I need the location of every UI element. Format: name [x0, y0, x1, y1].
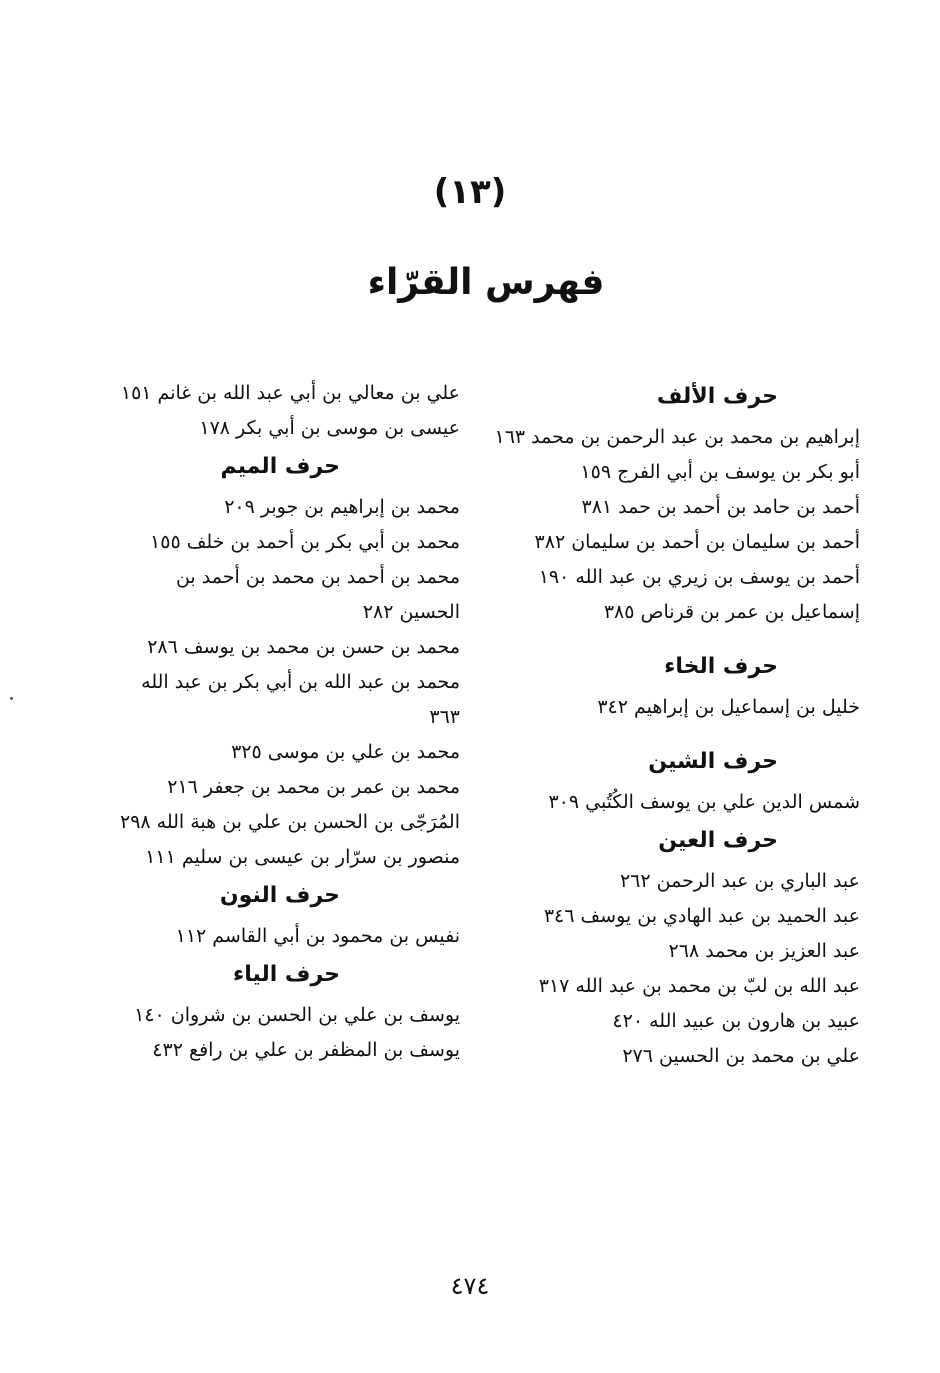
index-entry: محمد بن عبد الله بن أبي بكر بن عبد الله ٣٦٣: [141, 671, 460, 728]
index-entry: أحمد بن يوسف بن زيري بن عبد الله ١٩٠: [538, 566, 860, 588]
index-entry: أحمد بن سليمان بن أحمد بن سليمان ٣٨٢: [534, 531, 860, 553]
index-entry: يوسف بن المظفر بن علي بن رافع ٤٣٢: [152, 1039, 460, 1061]
index-entry: محمد بن أبي بكر بن أحمد بن خلف ١٥٥: [150, 531, 460, 553]
index-entry: خليل بن إسماعيل بن إبراهيم ٣٤٢: [597, 696, 860, 718]
index-entry: إبراهيم بن محمد بن عبد الرحمن بن محمد ١٦٣: [494, 426, 860, 448]
index-entry: إسماعيل بن عمر بن قرناص ٣٨٥: [603, 601, 860, 623]
margin-dot: [10, 697, 13, 700]
page-number: ٤٧٤: [450, 1272, 490, 1300]
index-entry: عبد الحميد بن عبد الهادي بن يوسف ٣٤٦: [543, 905, 860, 927]
section-heading: حرف الميم: [220, 454, 340, 479]
index-entry: عبد العزيز بن محمد ٢٦٨: [668, 940, 860, 962]
index-entry: أحمد بن حامد بن أحمد بن حمد ٣٨١: [581, 496, 860, 518]
section-heading: حرف النون: [219, 883, 340, 908]
section-heading: حرف العين: [658, 828, 778, 853]
section-heading: حرف الخاء: [664, 654, 778, 679]
index-entry: عبيد بن هارون بن عبيد الله ٤٢٠: [612, 1010, 860, 1032]
section-heading: حرف الشين: [648, 749, 778, 774]
page-title: فهرس القرّاء: [367, 262, 605, 303]
index-entry: عبد الله بن لبّ بن محمد بن عبد الله ٣١٧: [538, 975, 860, 997]
index-entry: علي بن معالي بن أبي عبد الله بن غانم ١٥١: [120, 382, 460, 404]
index-entry: المُرَجّى بن الحسن بن علي بن هبة الله ٢٩٨: [119, 811, 460, 833]
section-heading: حرف الألف: [656, 384, 778, 409]
index-entry: محمد بن علي بن موسى ٣٢٥: [231, 741, 460, 763]
index-entry: أبو بكر بن يوسف بن أبي الفرج ١٥٩: [580, 461, 860, 483]
index-entry: عيسى بن موسى بن أبي بكر ١٧٨: [199, 417, 460, 439]
index-column-right: [480, 376, 860, 1074]
index-column-left: [110, 376, 460, 1068]
index-entry: محمد بن إبراهيم بن جوبر ٢٠٩: [224, 496, 460, 518]
index-entry: علي بن محمد بن الحسين ٢٧٦: [622, 1045, 860, 1067]
index-entry: يوسف بن علي بن الحسن بن شروان ١٤٠: [134, 1004, 460, 1026]
index-entry: عبد الباري بن عبد الرحمن ٢٦٢: [619, 870, 860, 892]
index-entry: نفيس بن محمود بن أبي القاسم ١١٢: [175, 925, 460, 947]
section-heading: حرف الياء: [232, 962, 340, 987]
index-entry: منصور بن سرّار بن عيسى بن سليم ١١١: [145, 846, 460, 868]
index-entry: محمد بن أحمد بن محمد بن أحمد بن الحسين ٢٨٢: [175, 566, 460, 623]
index-entry: محمد بن عمر بن محمد بن جعفر ٢١٦: [167, 776, 460, 798]
index-entry: شمس الدين علي بن يوسف الكُتُبي ٣٠٩: [548, 791, 860, 813]
chapter-number: (١٣): [433, 172, 507, 212]
index-entry: محمد بن حسن بن محمد بن يوسف ٢٨٦: [147, 636, 460, 658]
